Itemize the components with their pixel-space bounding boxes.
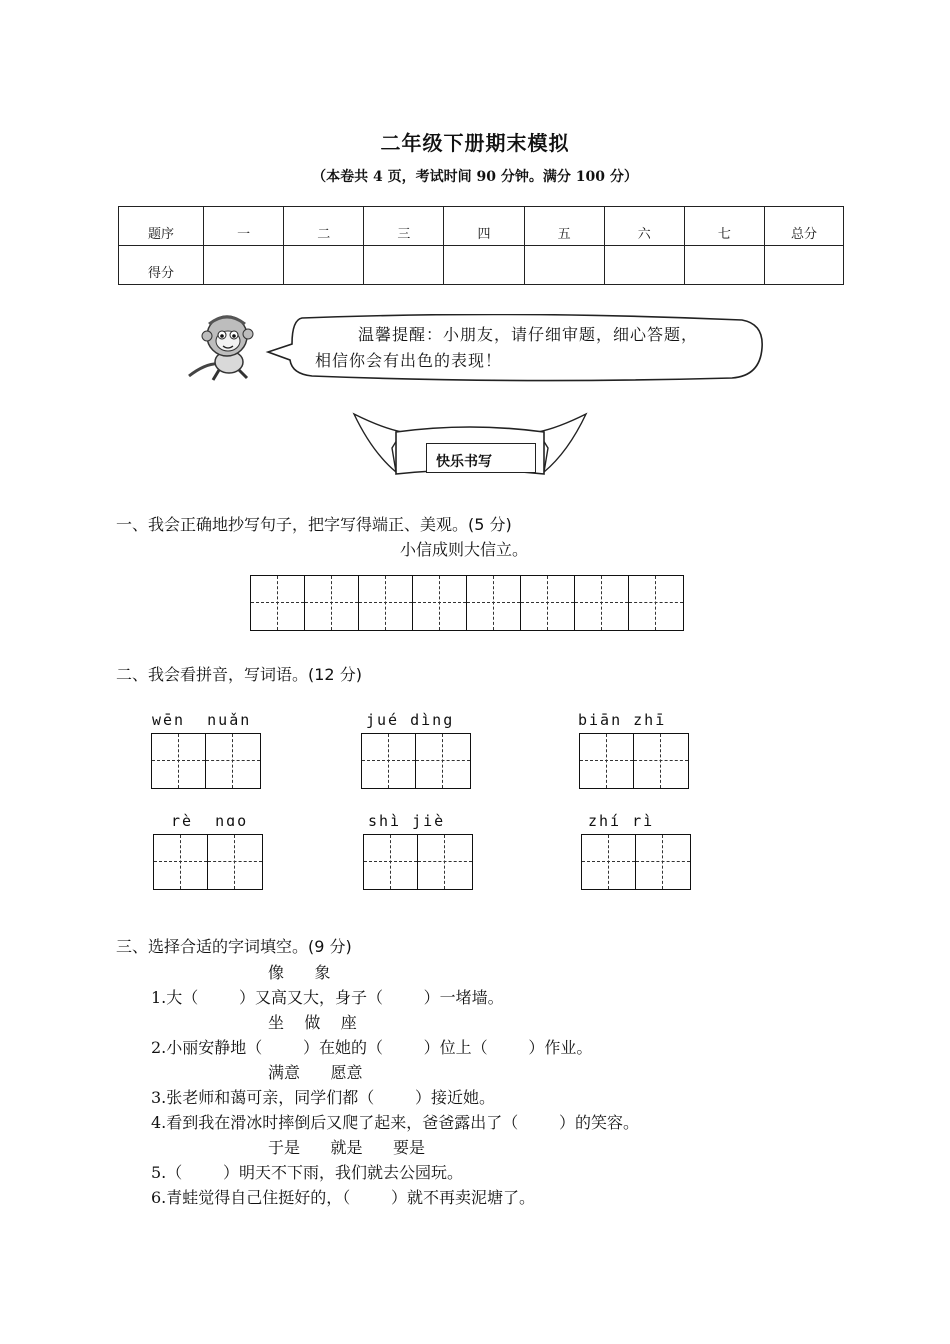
writing-cell[interactable] xyxy=(634,734,688,788)
pinyin-label: rè nɑo xyxy=(171,812,249,830)
score-table-header-row xyxy=(119,207,844,246)
q3-options-3: 满意 愿意 xyxy=(268,1063,363,1082)
q3-options-2: 坐 做 座 xyxy=(268,1013,357,1032)
writing-cell[interactable] xyxy=(582,835,636,889)
writing-cell[interactable] xyxy=(208,835,262,889)
writing-cell[interactable] xyxy=(152,734,206,788)
score-cell[interactable] xyxy=(765,246,844,285)
banner-label: 快乐书写 xyxy=(436,454,492,470)
score-table-col: 四 xyxy=(444,207,524,246)
score-cell[interactable] xyxy=(684,246,764,285)
q3-options-1: 像 象 xyxy=(268,963,331,982)
score-cell[interactable] xyxy=(444,246,524,285)
pinyin-label: zhí rì xyxy=(588,812,655,830)
writing-cell[interactable] xyxy=(206,734,260,788)
q3-line-4: 4.看到我在滑冰时摔倒后又爬了起来，爸爸露出了（ ）的笑容。 xyxy=(151,1113,639,1132)
pinyin-grid[interactable] xyxy=(151,733,261,789)
writing-cell[interactable] xyxy=(629,576,683,630)
writing-cell[interactable] xyxy=(467,576,521,630)
writing-cell[interactable] xyxy=(305,576,359,630)
pinyin-label: wēn nuǎn xyxy=(152,711,252,729)
pinyin-label: shì jiè xyxy=(368,812,446,830)
q1-writing-grid[interactable] xyxy=(250,575,684,631)
writing-cell[interactable] xyxy=(364,835,418,889)
score-cell[interactable] xyxy=(524,246,604,285)
writing-cell[interactable] xyxy=(580,734,634,788)
writing-cell[interactable] xyxy=(154,835,208,889)
score-table-row-label: 得分 xyxy=(119,246,204,285)
writing-cell[interactable] xyxy=(636,835,690,889)
q3-line-6: 6.青蛙觉得自己住挺好的，（ ）就不再卖泥塘了。 xyxy=(151,1188,535,1207)
pinyin-grid[interactable] xyxy=(363,834,473,890)
monkey-mascot-icon xyxy=(183,306,265,384)
reminder-line-2: 相信你会有出色的表现！ xyxy=(315,351,503,370)
page-title: 二年级下册期末模拟 xyxy=(380,131,570,155)
score-table-col: 一 xyxy=(204,207,284,246)
score-table-col: 总分 xyxy=(765,207,844,246)
writing-cell[interactable] xyxy=(416,734,470,788)
q3-line-3: 3.张老师和蔼可亲，同学们都（ ）接近她。 xyxy=(151,1088,495,1107)
score-cell[interactable] xyxy=(284,246,364,285)
writing-cell[interactable] xyxy=(413,576,467,630)
writing-cell[interactable] xyxy=(418,835,472,889)
writing-cell[interactable] xyxy=(251,576,305,630)
q3-options-4: 于是 就是 要是 xyxy=(268,1138,426,1157)
score-table-row-label: 题序 xyxy=(119,207,204,246)
q1-sentence: 小信成则大信立。 xyxy=(400,540,529,559)
pinyin-grid[interactable] xyxy=(581,834,691,890)
writing-cell[interactable] xyxy=(362,734,416,788)
score-cell[interactable] xyxy=(364,246,444,285)
writing-cell[interactable] xyxy=(575,576,629,630)
score-table-col: 二 xyxy=(284,207,364,246)
pinyin-label: jué dìng xyxy=(366,711,455,729)
q3-line-5: 5.（ ）明天不下雨，我们就去公园玩。 xyxy=(151,1163,463,1182)
score-table-col: 七 xyxy=(684,207,764,246)
q1-heading: 一、我会正确地抄写句子，把字写得端正、美观。(5 分) xyxy=(116,515,512,534)
pinyin-grid[interactable] xyxy=(153,834,263,890)
q3-line-2: 2.小丽安静地（ ）在她的（ ）位上（ ）作业。 xyxy=(151,1038,593,1057)
page-subtitle: （本卷共 4 页，考试时间 90 分钟。满分 100 分） xyxy=(312,169,638,185)
score-cell[interactable] xyxy=(204,246,284,285)
pinyin-label: biān zhī xyxy=(578,711,667,729)
writing-cell[interactable] xyxy=(359,576,413,630)
pinyin-grid[interactable] xyxy=(579,733,689,789)
score-table-col: 三 xyxy=(364,207,444,246)
pinyin-grid[interactable] xyxy=(361,733,471,789)
score-table-col: 六 xyxy=(604,207,684,246)
writing-cell[interactable] xyxy=(521,576,575,630)
q3-heading: 三、选择合适的字词填空。(9 分) xyxy=(116,937,352,956)
score-table-score-row xyxy=(119,246,844,285)
q3-line-1: 1.大（ ）又高又大，身子（ ）一堵墙。 xyxy=(151,988,504,1007)
reminder-line-1: 温馨提醒：小朋友，请仔细审题，细心答题， xyxy=(358,325,699,344)
score-cell[interactable] xyxy=(604,246,684,285)
score-table-col: 五 xyxy=(524,207,604,246)
q2-heading: 二、我会看拼音，写词语。(12 分) xyxy=(116,665,362,684)
score-table xyxy=(118,206,844,285)
